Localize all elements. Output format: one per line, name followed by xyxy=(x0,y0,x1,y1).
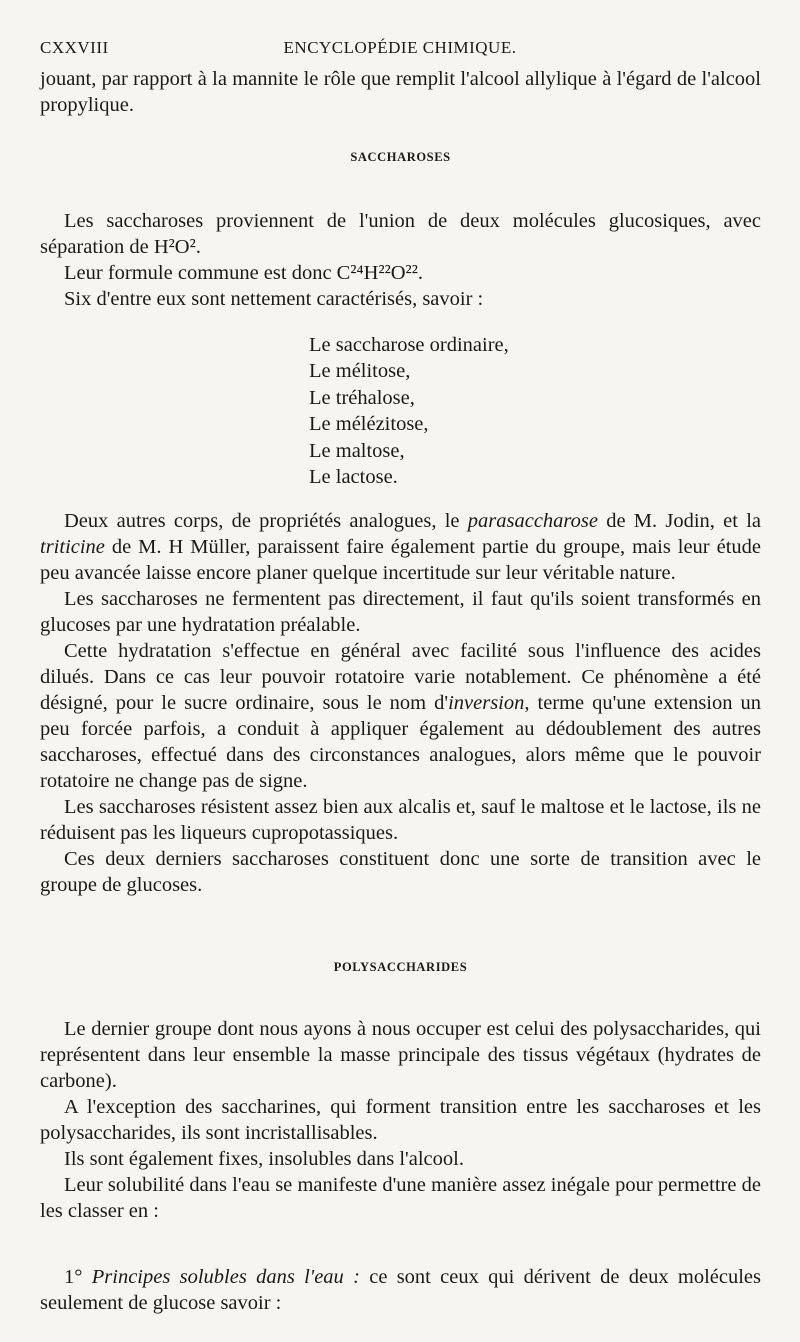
paragraph: Ces deux derniers saccharoses constituent donc une sorte de transition avec le groupe de glucoses. xyxy=(40,848,761,896)
italic-term: Principes solubles dans l'eau : xyxy=(91,1266,360,1288)
page-number: CXXVIII xyxy=(40,38,109,57)
paragraph: Six d'entre eux sont nettement caractérisés, savoir : xyxy=(64,288,484,310)
principes-block xyxy=(40,1264,761,1316)
paragraph: Les saccharoses proviennent de l'union de deux molécules glucosiques, avec séparation de H²O². xyxy=(40,210,761,258)
list-item: Le saccharose ordinaire, xyxy=(309,334,509,356)
paragraph: Le dernier groupe dont nous ayons à nous occuper est celui des polysaccharides, qui représentent dans leur ensemble la masse principale des tissus végétaux (hydrates de carbone). xyxy=(40,1018,761,1092)
italic-term: parasaccharose xyxy=(467,510,598,532)
paragraph: Cette hydratation s'effectue en général avec facilité sous l'influence des acides dilués. Dans ce cas leur pouvoir rotatoire varie notablement. Ce phénomène a été désigné, pour le sucre ordinaire, sous le nom d'inversion, terme qu'une extension un peu forcée parfois, a conduit à appliquer également au dédoublement des autres saccharoses, effectué dans des circonstances analogues, alors même que le pouvoir rotatoire ne change pas de signe. xyxy=(40,640,761,792)
italic-term: triticine xyxy=(40,536,105,558)
paragraph: 1° Principes solubles dans l'eau : ce sont ceux qui dérivent de deux molécules seulement de glucose savoir : xyxy=(40,1266,761,1314)
saccharoses-intro-block xyxy=(40,208,761,312)
paragraph: Ils sont également fixes, insolubles dans l'alcool. xyxy=(64,1148,464,1170)
paragraph: Les saccharoses ne fermentent pas directement, il faut qu'ils soient transformés en glucoses par une hydratation préalable. xyxy=(40,588,761,636)
list-item: Le tréhalose, xyxy=(309,386,415,409)
paragraph: Leur solubilité dans l'eau se manifeste d'une manière assez inégale pour permettre de les classer en : xyxy=(40,1174,761,1222)
running-title: ENCYCLOPÉDIE CHIMIQUE. xyxy=(283,38,517,57)
section-heading-saccharoses: SACCHAROSES xyxy=(350,150,451,164)
list-item: Le mélézitose, xyxy=(309,413,429,436)
list-item: Le lactose. xyxy=(309,466,398,489)
paragraph: jouant, par rapport à la mannite le rôle que remplit l'alcool allylique à l'égard de l'alcool propylique. xyxy=(40,68,761,116)
intro-paragraph xyxy=(40,66,761,118)
paragraph: A l'exception des saccharines, qui forment transition entre les saccharoses et les polysaccharides, ils sont incristallisables. xyxy=(40,1096,761,1144)
saccharoses-list xyxy=(309,332,509,490)
polysaccharides-block xyxy=(40,1016,761,1224)
section-heading-polysaccharides: POLYSACCHARIDES xyxy=(333,960,468,974)
italic-term: inversion xyxy=(448,692,525,714)
list-item: Le mélitose, xyxy=(309,360,411,383)
paragraph: Deux autres corps, de propriétés analogues, le parasaccharose de M. Jodin, et la triticine de M. H Müller, paraissent faire également partie du groupe, mais leur étude peu avancée laisse encore planer quelque incertitude sur leur véritable nature. xyxy=(40,510,761,584)
page-header xyxy=(40,38,760,62)
paragraph: Leur formule commune est donc C²⁴H²²O²². xyxy=(64,262,423,284)
saccharoses-body-block xyxy=(40,508,761,898)
paragraph: Les saccharoses résistent assez bien aux alcalis et, sauf le maltose et le lactose, ils ne réduisent pas les liqueurs cupropotassiques. xyxy=(40,796,761,844)
list-item: Le maltose, xyxy=(309,439,405,462)
